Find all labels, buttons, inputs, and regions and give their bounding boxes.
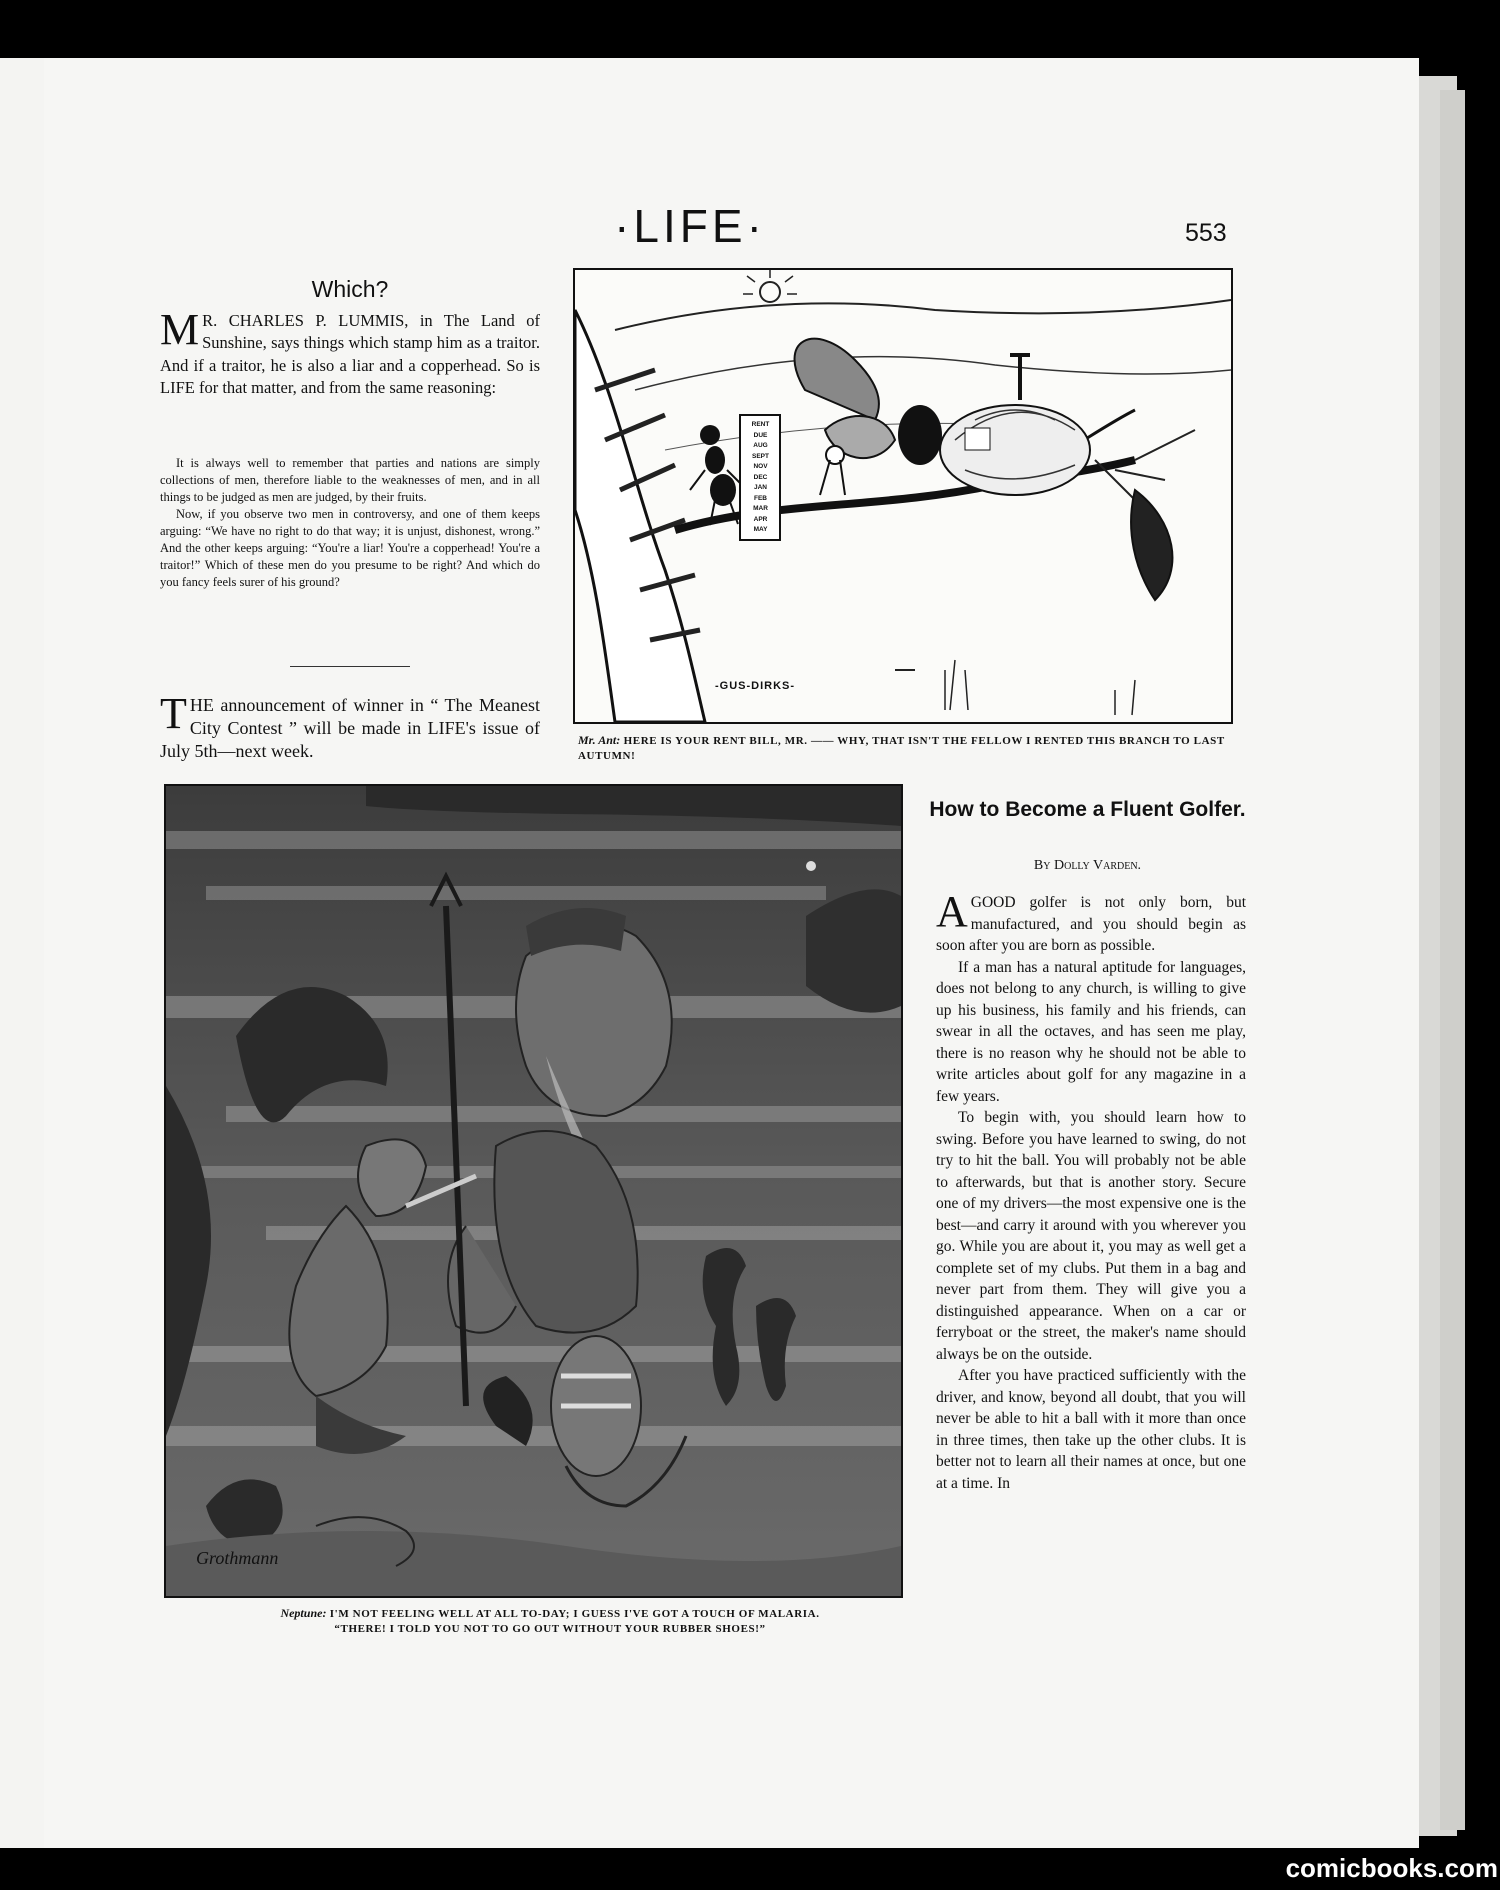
quote-paragraph-1: It is always well to remember that parties and nations are simply collections of men, therefore liable to the weaknesses of men, and in all things to be judged as men are judged, by their fruits. [160, 456, 540, 504]
golf-paragraph-4: After you have practiced sufficiently with the driver, and know, beyond all doubt, that you will never be able to hit a ball with it more than once in three times, then take up the other clubs. It is better not to learn all their names at once, but one at a time. In [936, 1367, 1246, 1492]
cartoon-neptune-illustration [166, 786, 901, 1596]
article-title-which: Which? [311, 276, 389, 302]
cartoon-ant-frame [573, 268, 1233, 724]
quote-paragraph-2: Now, if you observe two men in controversy, and one of them keeps arguing: “We have no right to do that way; it is unjust, dishonest, wrong.” And the other keeps arguing: “You're a liar! You're a copperhead! You're a traitor!” Which of these men do you presume to be right? And which do you fancy feels surer of his ground? [160, 507, 540, 589]
watermark: comicbooks.com [1285, 1853, 1498, 1883]
rent-sign-line: MAR [753, 505, 768, 512]
dropcap-m: M [160, 305, 200, 354]
dropcap-a: A [936, 892, 968, 936]
caption-speaker: Mr. Ant: [578, 733, 621, 747]
cartoon-ant-illustration [575, 270, 1231, 722]
golf-paragraph-2: If a man has a natural aptitude for languages, does not belong to any church, is willing to give up his business, his family and his friends, can swear in all the octaves, and has seen me play, there is no reason why he should not be able to write articles about golf for any magazine in a few years. [936, 958, 1246, 1105]
rule-divider [290, 666, 410, 667]
rent-sign [743, 420, 778, 536]
caption-speaker: Neptune: [280, 1606, 327, 1620]
masthead-title: ·LIFE· [614, 200, 766, 252]
rent-sign-line: JAN [753, 484, 767, 491]
rent-sign-line: MAY [753, 526, 768, 533]
cartoon-neptune-caption [200, 1606, 900, 1637]
article-golf-byline [925, 858, 1250, 874]
announcement [160, 689, 540, 763]
article-golf-body [936, 892, 1246, 1640]
caption-line-1: I'M NOT FEELING WELL AT ALL TO-DAY; I GUESS I'VE GOT A TOUCH OF MALARIA. [329, 1608, 820, 1620]
rent-sign-line: RENT [751, 421, 770, 428]
article-which-quote [160, 455, 540, 655]
rent-sign-line: FEB [754, 494, 767, 502]
rent-sign-line: SEPT [752, 452, 769, 460]
byline-prefix: By [1033, 858, 1051, 873]
dropcap-t: T [160, 689, 187, 738]
byline-name: Dolly Varden. [1053, 858, 1142, 873]
underlying-page-edge-2 [1440, 90, 1465, 1830]
golf-paragraph-1: GOOD golfer is not only born, but manufactured, and you should begin as soon after you are born as possible. [936, 894, 1246, 954]
announcement-text: HE announcement of winner in “ The Meanest City Contest ” will be made in LIFE's issue of July 5th—next week. [160, 695, 540, 761]
cartoon-ant-signature: -GUS-DIRKS- [715, 680, 796, 692]
page-number: 553 [1185, 219, 1227, 247]
rent-sign-line: APR [753, 515, 768, 523]
rent-sign-line: NOV [753, 463, 768, 470]
article-which-lead-text: R. CHARLES P. LUMMIS, in The Land of Sunshine, says things which stamp him as a traitor. And if a traitor, he is also a liar and a copperhead. So is LIFE for that matter, and from the same reasoning: [160, 311, 540, 397]
golf-paragraph-3: To begin with, you should learn how to swing. Before you have learned to swing, do not try to hit the ball. You will probably not be able to afterwards, but that is another story. Secure one of my drivers—the most expensive one is the best—and carry it around with you wherever you go. While you are about it, you may as well get a complete set of my clubs. Put them in a bag and never part from them. They will give you a distinguished appearance. When on a car or ferryboat or the street, the maker's name should always be on the outside. [936, 1109, 1246, 1363]
cartoon-neptune-signature: Grothmann [196, 1548, 279, 1568]
caption-text: HERE IS YOUR RENT BILL, MR. —— WHY, THAT ISN'T THE FELLOW I RENTED THIS BRANCH TO LAST AUTUMN! [578, 735, 1225, 762]
rent-sign-line: AUG [753, 442, 768, 449]
caption-line-2: “THERE! I TOLD YOU NOT TO GO OUT WITHOUT YOUR RUBBER SHOES!” [334, 1623, 766, 1635]
cartoon-neptune-frame [164, 784, 903, 1598]
cartoon-ant-caption [578, 733, 1238, 764]
rent-sign-line: DUE [753, 431, 768, 439]
article-title-golf: How to Become a Fluent Golfer. [929, 798, 1246, 821]
rent-sign-line: DEC [753, 473, 768, 481]
article-which-lead [160, 305, 540, 399]
